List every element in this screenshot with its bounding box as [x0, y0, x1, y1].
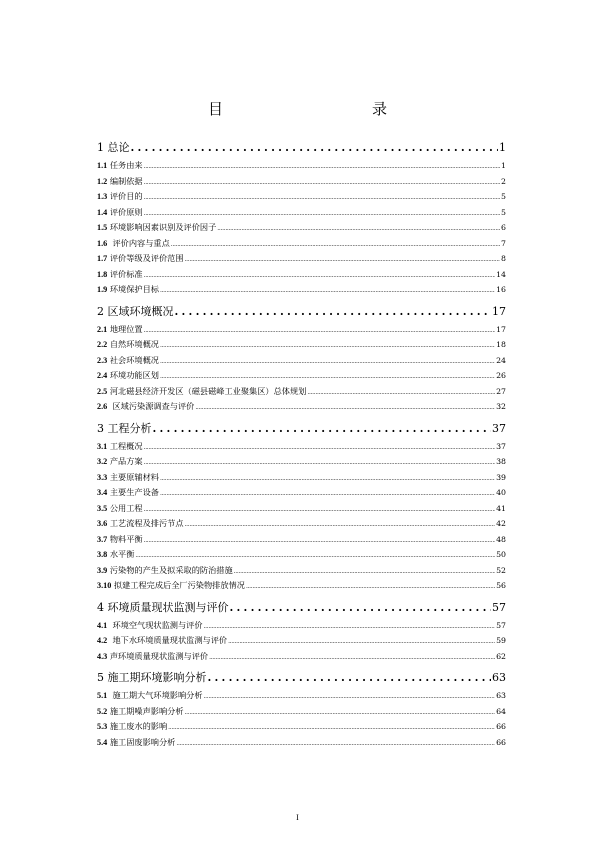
toc-section-entry[interactable]	[97, 485, 506, 501]
toc-dot-leader	[217, 221, 500, 236]
toc-section-page: 48	[496, 534, 506, 544]
toc-chapter-entry[interactable]	[97, 138, 506, 158]
toc-section-number: 2.4	[97, 371, 108, 380]
toc-section-number: 4.3	[97, 651, 108, 661]
toc-section-title: 地下水环境质量现状监测与评价	[107, 635, 228, 645]
toc-section-entry[interactable]	[97, 399, 506, 415]
toc-section-number: 5.2	[97, 706, 108, 716]
toc-section-page: 59	[496, 636, 506, 645]
toc-section-entry[interactable]	[97, 337, 506, 353]
toc-section-entry[interactable]	[97, 368, 506, 384]
toc-section-number: 3.2	[97, 457, 108, 466]
toc-dot-leader	[144, 190, 500, 205]
toc-chapter-page: 37	[492, 421, 506, 435]
toc-section-label	[97, 439, 143, 455]
toc-section-title: 施工固废影响分析	[107, 736, 176, 747]
toc-dot-leader	[185, 252, 501, 267]
toc-section-label	[97, 735, 175, 751]
toc-section-entry[interactable]	[97, 439, 506, 455]
toc-section-label	[97, 337, 159, 353]
toc-section-entry[interactable]	[97, 735, 506, 751]
toc-chapter-entry[interactable]	[97, 668, 506, 688]
toc-section-label	[97, 649, 208, 665]
toc-section-page: 32	[496, 402, 506, 411]
toc-section-label	[97, 563, 233, 579]
toc-section-title: 施工期大气环境影响分析	[107, 690, 203, 700]
toc-dot-leader	[168, 720, 495, 735]
toc-section-label	[97, 353, 159, 369]
toc-section-title: 社会环境概况	[107, 354, 159, 365]
toc-section-number: 5.3	[97, 722, 108, 731]
toc-section-title: 环境影响因素识别及评价因子	[107, 222, 217, 232]
toc-section-number: 2.6	[97, 402, 108, 411]
toc-section-entry[interactable]	[97, 267, 506, 283]
toc-section-entry[interactable]	[97, 282, 506, 298]
toc-section-number: 1.8	[97, 269, 108, 279]
toc-section-label	[97, 220, 216, 236]
toc-section-title: 主要原辅材料	[107, 471, 159, 482]
toc-section-number: 5.1	[97, 691, 108, 700]
toc-section-title: 环境功能区划	[107, 370, 159, 380]
toc-section-entry[interactable]	[97, 578, 506, 594]
toc-section-title: 环境空气现状监测与评价	[107, 619, 203, 630]
toc-section-label	[97, 547, 134, 563]
toc-section-page: 17	[496, 324, 506, 334]
toc-dot-leader	[144, 268, 495, 283]
toc-section-label	[97, 485, 159, 501]
toc-dot-leader	[160, 283, 495, 298]
toc-section-page: 42	[496, 519, 506, 528]
toc-dot-leader	[171, 237, 500, 252]
toc-section-entry[interactable]	[97, 704, 506, 720]
toc-section-label	[97, 516, 184, 532]
toc-dot-leader	[234, 564, 495, 579]
toc-section-title: 物料平衡	[107, 533, 143, 544]
toc-section-entry[interactable]	[97, 322, 506, 338]
toc-section-entry[interactable]	[97, 501, 506, 517]
toc-section-number: 2.1	[97, 324, 108, 334]
toc-section-page: 6	[501, 223, 506, 232]
toc-dot-leader	[144, 206, 500, 221]
toc-section-title: 产品方案	[107, 456, 143, 466]
toc-section-title: 评价等级及评价范围	[107, 253, 184, 263]
toc-section-page: 8	[501, 254, 506, 263]
toc-section-title: 主要生产设备	[107, 487, 159, 497]
page-title: 目 录	[207, 100, 414, 118]
toc-dot-leader	[144, 455, 495, 470]
toc-section-label	[97, 267, 143, 283]
toc-dot-leader	[230, 598, 492, 618]
toc-section-title: 任务由来	[107, 160, 143, 170]
toc-section-entry[interactable]	[97, 158, 506, 174]
toc-dot-leader	[144, 175, 500, 190]
toc-section-number: 5.4	[97, 737, 108, 747]
toc-section-page: 2	[501, 176, 506, 186]
toc-section-number: 1.1	[97, 161, 108, 170]
toc-section-page: 41	[496, 503, 506, 513]
toc-section-label	[97, 174, 143, 190]
toc-section-number: 1.6	[97, 238, 108, 248]
toc-dot-leader	[160, 471, 495, 486]
toc-section-page: 39	[496, 472, 506, 482]
toc-dot-leader	[160, 338, 495, 353]
toc-section-title: 环境保护目标	[107, 284, 159, 294]
toc-section-page: 37	[496, 441, 506, 451]
toc-dot-leader	[208, 668, 492, 688]
toc-section-label	[97, 470, 159, 486]
toc-section-label	[97, 368, 159, 384]
toc-dot-leader	[175, 302, 492, 322]
toc-section-entry[interactable]	[97, 189, 506, 205]
toc-chapter-entry[interactable]	[97, 302, 506, 322]
toc-dot-leader	[160, 369, 495, 384]
toc-section-number: 1.3	[97, 192, 108, 201]
toc-chapter-page: 63	[492, 671, 506, 684]
toc-dot-leader	[307, 385, 495, 400]
toc-section-number: 4.1	[97, 620, 108, 630]
toc-dot-leader	[144, 159, 500, 174]
toc-dot-leader	[144, 502, 495, 517]
toc-section-label	[97, 454, 143, 470]
toc-section-number: 3.6	[97, 519, 108, 528]
toc-section-title: 评价标准	[107, 268, 143, 279]
toc-section-title: 水平衡	[107, 549, 135, 559]
toc-section-page: 64	[496, 706, 506, 716]
toc-section-page: 40	[496, 488, 506, 497]
page-number-footer: I	[296, 813, 299, 822]
toc-section-label	[97, 578, 245, 594]
toc-section-page: 50	[496, 550, 506, 559]
toc-section-number: 3.1	[97, 441, 108, 451]
toc-section-number: 3.8	[97, 550, 108, 559]
toc-section-entry[interactable]	[97, 174, 506, 190]
toc-section-page: 27	[496, 386, 506, 396]
toc-section-page: 52	[496, 565, 506, 575]
toc-chapter-page: 17	[492, 304, 506, 318]
toc-section-label	[97, 282, 159, 298]
toc-section-number: 1.5	[97, 223, 108, 232]
toc-section-number: 3.9	[97, 565, 108, 575]
toc-section-label	[97, 384, 306, 400]
toc-chapter-label: 1 总论	[97, 141, 130, 154]
toc-chapter-page: 57	[492, 600, 506, 614]
toc-section-entry[interactable]	[97, 236, 506, 252]
toc-dot-leader	[204, 689, 496, 704]
toc-chapter-entry[interactable]	[97, 419, 506, 439]
toc-dot-leader	[153, 419, 492, 439]
toc-chapter-label: 3 工程分析	[97, 421, 152, 435]
toc-section-page: 7	[501, 238, 506, 248]
toc-section-label	[97, 618, 203, 634]
toc-section-label	[97, 704, 184, 720]
toc-chapter-label: 5 施工期环境影响分析	[97, 671, 207, 684]
toc-section-number: 3.3	[97, 472, 108, 482]
toc-section-label	[97, 251, 184, 267]
toc-section-label	[97, 688, 203, 704]
toc-section-entry[interactable]	[97, 633, 506, 649]
toc-section-title: 施工期噪声影响分析	[107, 705, 184, 716]
toc-dot-leader	[228, 634, 495, 649]
toc-section-entry[interactable]	[97, 688, 506, 704]
toc-section-page: 38	[496, 457, 506, 466]
toc-section-title: 拟建工程完成后全厂污染物排放情况	[111, 580, 245, 590]
toc-dot-leader	[246, 579, 495, 594]
toc-dot-leader	[195, 400, 495, 415]
toc-section-title: 编制依据	[107, 175, 143, 186]
toc-section-entry[interactable]	[97, 516, 506, 532]
toc-section-number: 2.2	[97, 340, 108, 349]
toc-section-page: 63	[496, 691, 506, 700]
toc-chapter-page: 1	[499, 141, 506, 154]
toc-section-page: 57	[496, 620, 506, 630]
toc-section-title: 施工废水的影响	[107, 721, 168, 731]
toc-section-page: 1	[501, 161, 506, 170]
toc-section-label	[97, 205, 143, 221]
toc-section-label	[97, 719, 167, 735]
toc-section-entry[interactable]	[97, 719, 506, 735]
toc-section-page: 14	[496, 269, 506, 279]
toc-section-page: 5	[501, 207, 506, 217]
toc-section-label	[97, 532, 143, 548]
toc-section-title: 评价内容与重点	[107, 237, 170, 248]
toc-section-number: 1.7	[97, 254, 108, 263]
toc-chapter-label: 2 区域环境概况	[97, 304, 174, 318]
toc-section-label	[97, 189, 143, 205]
toc-section-title: 工程概况	[107, 440, 143, 451]
toc-section-entry[interactable]	[97, 454, 506, 470]
toc-section-label	[97, 236, 170, 252]
toc-section-page: 26	[496, 371, 506, 380]
toc-section-number: 3.5	[97, 503, 108, 513]
toc-section-entry[interactable]	[97, 618, 506, 634]
toc-dot-leader	[185, 705, 496, 720]
toc-dot-leader	[135, 548, 495, 563]
toc-dot-leader	[160, 486, 495, 501]
toc-section-entry[interactable]	[97, 384, 506, 400]
toc-dot-leader	[144, 323, 495, 338]
toc-chapter-label: 4 环境质量现状监测与评价	[97, 600, 229, 614]
toc-section-title: 评价原则	[107, 206, 143, 217]
toc-section-entry[interactable]	[97, 353, 506, 369]
toc-section-label	[97, 501, 143, 517]
toc-section-number: 3.7	[97, 534, 108, 544]
toc-section-page: 66	[496, 737, 506, 747]
toc-section-page: 18	[496, 340, 506, 349]
toc-section-label	[97, 399, 194, 415]
toc-section-title: 自然环境概况	[107, 339, 159, 349]
table-of-contents	[97, 138, 506, 750]
toc-dot-leader	[176, 736, 495, 751]
toc-section-number: 4.2	[97, 636, 108, 645]
toc-section-number: 2.5	[97, 386, 108, 396]
toc-section-entry[interactable]	[97, 470, 506, 486]
toc-dot-leader	[144, 533, 495, 548]
toc-section-label	[97, 322, 143, 338]
toc-chapter-entry[interactable]	[97, 598, 506, 618]
toc-section-number: 1.9	[97, 285, 108, 294]
toc-dot-leader	[209, 650, 495, 665]
toc-section-page: 66	[496, 722, 506, 731]
toc-dot-leader	[131, 138, 499, 158]
toc-dot-leader	[144, 440, 495, 455]
toc-section-number: 3.10	[97, 581, 112, 590]
toc-section-entry[interactable]	[97, 220, 506, 236]
toc-section-title: 河北磁县经济开发区（磁县磁峰工业聚集区）总体规划	[107, 385, 307, 396]
toc-section-title: 声环境质量现状监测与评价	[107, 650, 209, 661]
toc-section-page: 5	[501, 192, 506, 201]
toc-section-entry[interactable]	[97, 547, 506, 563]
toc-section-page: 16	[496, 285, 506, 294]
toc-section-entry[interactable]	[97, 532, 506, 548]
toc-section-title: 地理位置	[107, 323, 143, 334]
toc-section-number: 2.3	[97, 355, 108, 365]
toc-section-title: 工艺流程及排污节点	[107, 518, 184, 528]
toc-section-title: 污染物的产生及拟采取的防治措施	[107, 564, 233, 575]
toc-section-entry[interactable]	[97, 251, 506, 267]
toc-section-page: 56	[496, 581, 506, 590]
toc-dot-leader	[160, 354, 495, 369]
toc-section-number: 1.4	[97, 207, 108, 217]
toc-section-title: 区域污染源调查与评价	[107, 401, 195, 411]
toc-section-title: 评价目的	[107, 191, 143, 201]
toc-section-page: 24	[496, 355, 506, 365]
toc-section-page: 62	[496, 651, 506, 661]
toc-dot-leader	[204, 619, 496, 634]
toc-section-entry[interactable]	[97, 205, 506, 221]
toc-section-title: 公用工程	[107, 502, 143, 513]
toc-section-number: 3.4	[97, 488, 108, 497]
toc-section-entry[interactable]	[97, 563, 506, 579]
toc-section-entry[interactable]	[97, 649, 506, 665]
toc-section-label	[97, 158, 143, 174]
toc-section-number: 1.2	[97, 176, 108, 186]
toc-section-label	[97, 633, 227, 649]
toc-dot-leader	[185, 517, 496, 532]
